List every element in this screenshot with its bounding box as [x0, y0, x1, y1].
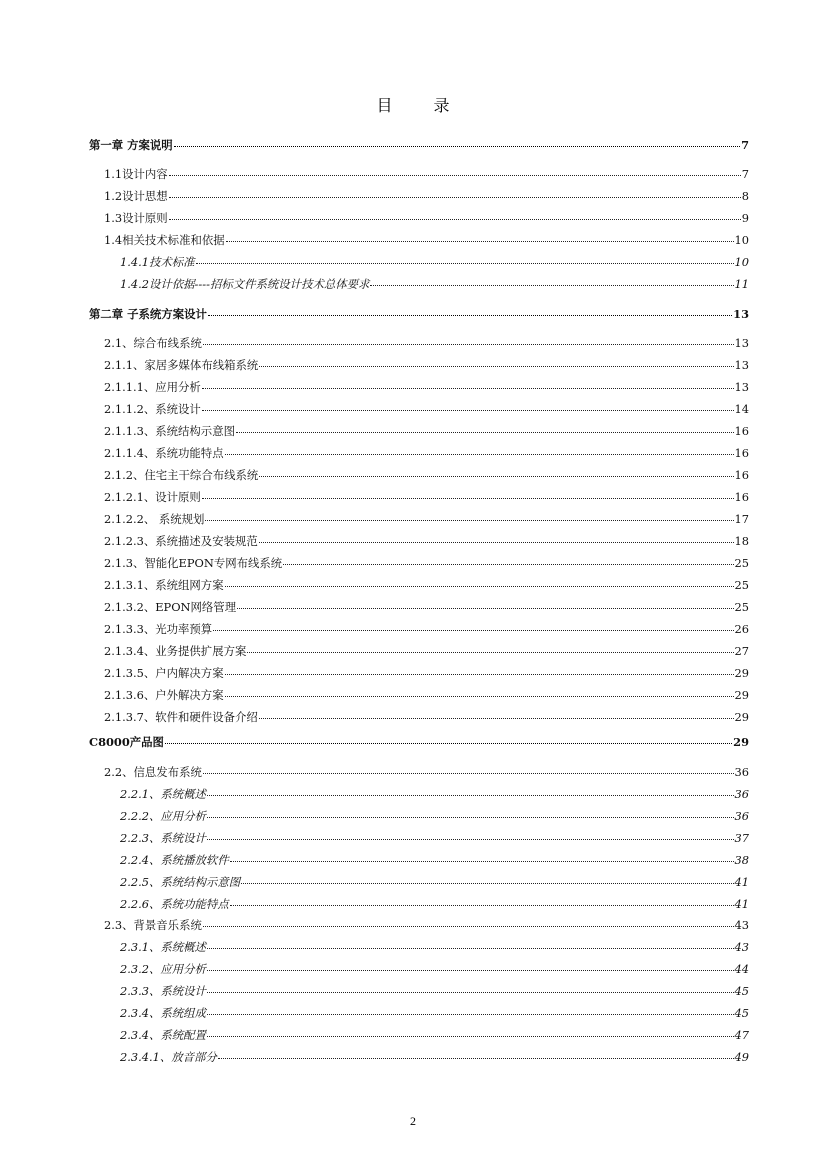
toc-entry-text: 2.1.2.1、设计原则 — [104, 490, 201, 504]
toc-section-entry[interactable] — [120, 786, 749, 802]
toc-entry-page: 29 — [734, 666, 749, 680]
dot-leader — [169, 209, 741, 220]
toc-entry-text: 2.1.2.3、系统描述及安装规范 — [104, 534, 258, 548]
toc-section-entry[interactable] — [120, 1005, 749, 1021]
toc-section-entry[interactable] — [104, 357, 749, 373]
toc-section-entry[interactable] — [104, 210, 749, 226]
toc-entry-text: 2.1.1.4、系统功能特点 — [104, 446, 224, 460]
dot-leader — [196, 253, 734, 264]
dot-leader — [230, 851, 734, 862]
toc-section-entry[interactable] — [104, 166, 749, 182]
toc-section-entry[interactable] — [104, 511, 749, 527]
toc-entry-page: 8 — [741, 189, 749, 203]
toc-entry-text: 1.3设计原则 — [104, 211, 168, 225]
toc-entry-page: 7 — [741, 167, 749, 181]
toc-entry-page: 41 — [734, 897, 749, 911]
toc-entry-page: 38 — [734, 853, 749, 867]
toc-chapter-entry[interactable] — [89, 137, 749, 153]
dot-leader — [225, 444, 734, 455]
toc-section-entry[interactable] — [120, 983, 749, 999]
toc-section-entry[interactable] — [104, 188, 749, 204]
toc-section-entry[interactable] — [120, 808, 749, 824]
dot-leader — [207, 807, 734, 818]
dot-leader — [283, 554, 733, 565]
toc-section-entry[interactable] — [104, 445, 749, 461]
toc-entry-text: 2.3.3、系统设计 — [120, 984, 206, 998]
toc-entry-text: 2.2.6、系统功能特点 — [120, 897, 229, 911]
toc-entry-text: 1.4.1技术标准 — [120, 255, 195, 269]
toc-section-entry[interactable] — [104, 687, 749, 703]
toc-entry-text: 2.3.2、应用分析 — [120, 962, 206, 976]
toc-entry-text: 2.2.1、系统概述 — [120, 787, 206, 801]
toc-entry-text: 第二章 子系统方案设计 — [89, 307, 207, 321]
dot-leader — [207, 982, 734, 993]
dot-leader — [259, 532, 734, 543]
toc-section-entry[interactable] — [120, 852, 749, 868]
dot-leader — [203, 763, 734, 774]
toc-entry-page: 25 — [734, 578, 749, 592]
toc-entry-page: 14 — [734, 402, 749, 416]
toc-entry-page: 16 — [734, 490, 749, 504]
toc-section-entry[interactable] — [120, 1027, 749, 1043]
dot-leader — [169, 187, 741, 198]
toc-section-entry[interactable] — [120, 254, 749, 270]
page-number: 2 — [410, 1114, 416, 1128]
toc-entry-text: 2.1.1.2、系统设计 — [104, 402, 201, 416]
dot-leader — [226, 231, 734, 242]
toc-section-entry[interactable] — [104, 643, 749, 659]
dot-leader — [207, 1004, 734, 1015]
toc-entry-text: 2.2.4、系统播放软件 — [120, 853, 229, 867]
toc-entry-page: 25 — [734, 556, 749, 570]
toc-entry-text: 2.1.3.3、光功率预算 — [104, 622, 213, 636]
toc-entry-page: 13 — [734, 336, 749, 350]
toc-entry-text: 2.2、信息发布系统 — [104, 765, 202, 779]
toc-section-entry[interactable] — [120, 874, 749, 890]
dot-leader — [208, 305, 732, 316]
toc-entry-text: 第一章 方案说明 — [89, 138, 173, 152]
toc-section-entry[interactable] — [104, 467, 749, 483]
dot-leader — [202, 378, 734, 389]
toc-entry-page: 10 — [734, 233, 749, 247]
toc-entry-page: 7 — [741, 138, 749, 152]
toc-entry-text: 2.1.1.1、应用分析 — [104, 380, 201, 394]
toc-entry-page: 16 — [734, 468, 749, 482]
toc-entry-page: 16 — [734, 446, 749, 460]
dot-leader — [225, 664, 734, 675]
dot-leader — [241, 873, 733, 884]
toc-entry-text: 2.1.3.2、EPON网络管理 — [104, 600, 237, 614]
toc-entry-page: 13 — [733, 307, 749, 321]
toc-entry-page: 29 — [733, 735, 749, 749]
toc-section-entry[interactable] — [104, 533, 749, 549]
dot-leader — [237, 598, 733, 609]
toc-section-entry[interactable] — [104, 665, 749, 681]
dot-leader — [207, 960, 734, 971]
toc-entry-page: 29 — [734, 688, 749, 702]
toc-entry-text: 2.1.3.5、户内解决方案 — [104, 666, 224, 680]
toc-entry-text: 2.3.4、系统组成 — [120, 1006, 206, 1020]
toc-chapter-entry[interactable] — [89, 734, 749, 750]
dot-leader — [207, 1026, 734, 1037]
toc-entry-text: 2.3.4.1、放音部分 — [120, 1050, 217, 1064]
toc-entry-page: 9 — [741, 211, 749, 225]
toc-section-entry[interactable] — [104, 709, 749, 725]
toc-entry-text: 2.1.3.1、系统组网方案 — [104, 578, 224, 592]
dot-leader — [165, 733, 732, 744]
toc-entry-page: 43 — [734, 918, 749, 932]
toc-entry-page: 45 — [734, 1006, 749, 1020]
dot-leader — [202, 488, 734, 499]
toc-section-entry[interactable] — [104, 335, 749, 351]
toc-entry-page: 41 — [734, 875, 749, 889]
toc-section-entry[interactable] — [120, 1049, 749, 1065]
toc-entry-text: 2.2.5、系统结构示意图 — [120, 875, 241, 889]
toc-section-entry[interactable] — [104, 917, 749, 933]
toc-section-entry[interactable] — [104, 489, 749, 505]
dot-leader — [230, 895, 734, 906]
toc-section-entry[interactable] — [120, 896, 749, 912]
toc-section-entry[interactable] — [104, 599, 749, 615]
toc-entry-text: 2.1、综合布线系统 — [104, 336, 202, 350]
toc-entry-page: 36 — [734, 765, 749, 779]
toc-entry-page: 11 — [734, 277, 749, 291]
toc-entry-text: 1.2设计思想 — [104, 189, 168, 203]
toc-entry-text: 2.1.3.4、业务提供扩展方案 — [104, 644, 247, 658]
toc-section-entry[interactable] — [104, 401, 749, 417]
toc-entry-page: 37 — [734, 831, 749, 845]
dot-leader — [205, 510, 733, 521]
dot-leader — [207, 829, 734, 840]
dot-leader — [259, 356, 733, 367]
dot-leader — [213, 620, 733, 631]
toc-section-entry[interactable] — [120, 276, 749, 292]
toc-entry-text: 2.1.3、智能化EPON专网布线系统 — [104, 556, 283, 570]
dot-leader — [218, 1048, 734, 1059]
dot-leader — [236, 422, 734, 433]
toc-entry-text: 2.2.3、系统设计 — [120, 831, 206, 845]
toc-entry-page: 47 — [734, 1028, 749, 1042]
dot-leader — [202, 400, 734, 411]
toc-entry-page: 17 — [734, 512, 749, 526]
dot-leader — [370, 275, 733, 286]
toc-entry-text: 2.3.4、系统配置 — [120, 1028, 206, 1042]
toc-section-entry[interactable] — [104, 423, 749, 439]
toc-entry-page: 29 — [734, 710, 749, 724]
toc-chapter-entry[interactable] — [89, 306, 749, 322]
dot-leader — [207, 785, 734, 796]
toc-entry-page: 10 — [734, 255, 749, 269]
toc-entry-text: 2.1.3.7、软件和硬件设备介绍 — [104, 710, 258, 724]
toc-entry-page: 36 — [734, 787, 749, 801]
dot-leader — [203, 334, 734, 345]
toc-entry-page: 43 — [734, 940, 749, 954]
toc-entry-text: 2.2.2、应用分析 — [120, 809, 206, 823]
toc-entry-page: 16 — [734, 424, 749, 438]
toc-title: 目 录 — [376, 96, 468, 115]
dot-leader — [225, 686, 734, 697]
toc-section-entry[interactable] — [104, 379, 749, 395]
toc-entry-text: 1.4相关技术标准和依据 — [104, 233, 225, 247]
toc-section-entry[interactable] — [120, 939, 749, 955]
toc-entry-page: 36 — [734, 809, 749, 823]
toc-section-entry[interactable] — [104, 764, 749, 780]
toc-entry-text: 2.3.1、系统概述 — [120, 940, 206, 954]
toc-entry-page: 49 — [734, 1050, 749, 1064]
toc-entry-page: 13 — [734, 380, 749, 394]
toc-entry-page: 27 — [734, 644, 749, 658]
toc-entry-text: 2.3、背景音乐系统 — [104, 918, 202, 932]
toc-section-entry[interactable] — [104, 621, 749, 637]
dot-leader — [203, 916, 734, 927]
toc-section-entry[interactable] — [104, 232, 749, 248]
toc-entry-page: 26 — [734, 622, 749, 636]
toc-entry-text: 2.1.3.6、户外解决方案 — [104, 688, 224, 702]
toc-section-entry[interactable] — [120, 830, 749, 846]
toc-entry-text: 2.1.2.2、 系统规划 — [104, 512, 205, 526]
toc-entry-text: 2.1.1、家居多媒体布线箱系统 — [104, 358, 259, 372]
toc-section-entry[interactable] — [120, 961, 749, 977]
dot-leader — [247, 642, 733, 653]
toc-entry-text: 1.4.2设计依据----招标文件系统设计技术总体要求 — [120, 277, 370, 291]
toc-entry-page: 45 — [734, 984, 749, 998]
toc-section-entry[interactable] — [104, 555, 749, 571]
dot-leader — [225, 576, 734, 587]
dot-leader — [259, 466, 733, 477]
dot-leader — [207, 938, 734, 949]
toc-entry-text: 1.1设计内容 — [104, 167, 168, 181]
toc-section-entry[interactable] — [104, 577, 749, 593]
toc-entry-text: C8000产品图 — [89, 735, 164, 749]
toc-entry-text: 2.1.1.3、系统结构示意图 — [104, 424, 235, 438]
toc-entry-text: 2.1.2、住宅主干综合布线系统 — [104, 468, 259, 482]
toc-entry-page: 25 — [734, 600, 749, 614]
dot-leader — [169, 165, 741, 176]
dot-leader — [259, 708, 734, 719]
toc-entry-page: 13 — [734, 358, 749, 372]
toc-entry-page: 44 — [734, 962, 749, 976]
toc-entry-page: 18 — [734, 534, 749, 548]
dot-leader — [174, 136, 740, 147]
